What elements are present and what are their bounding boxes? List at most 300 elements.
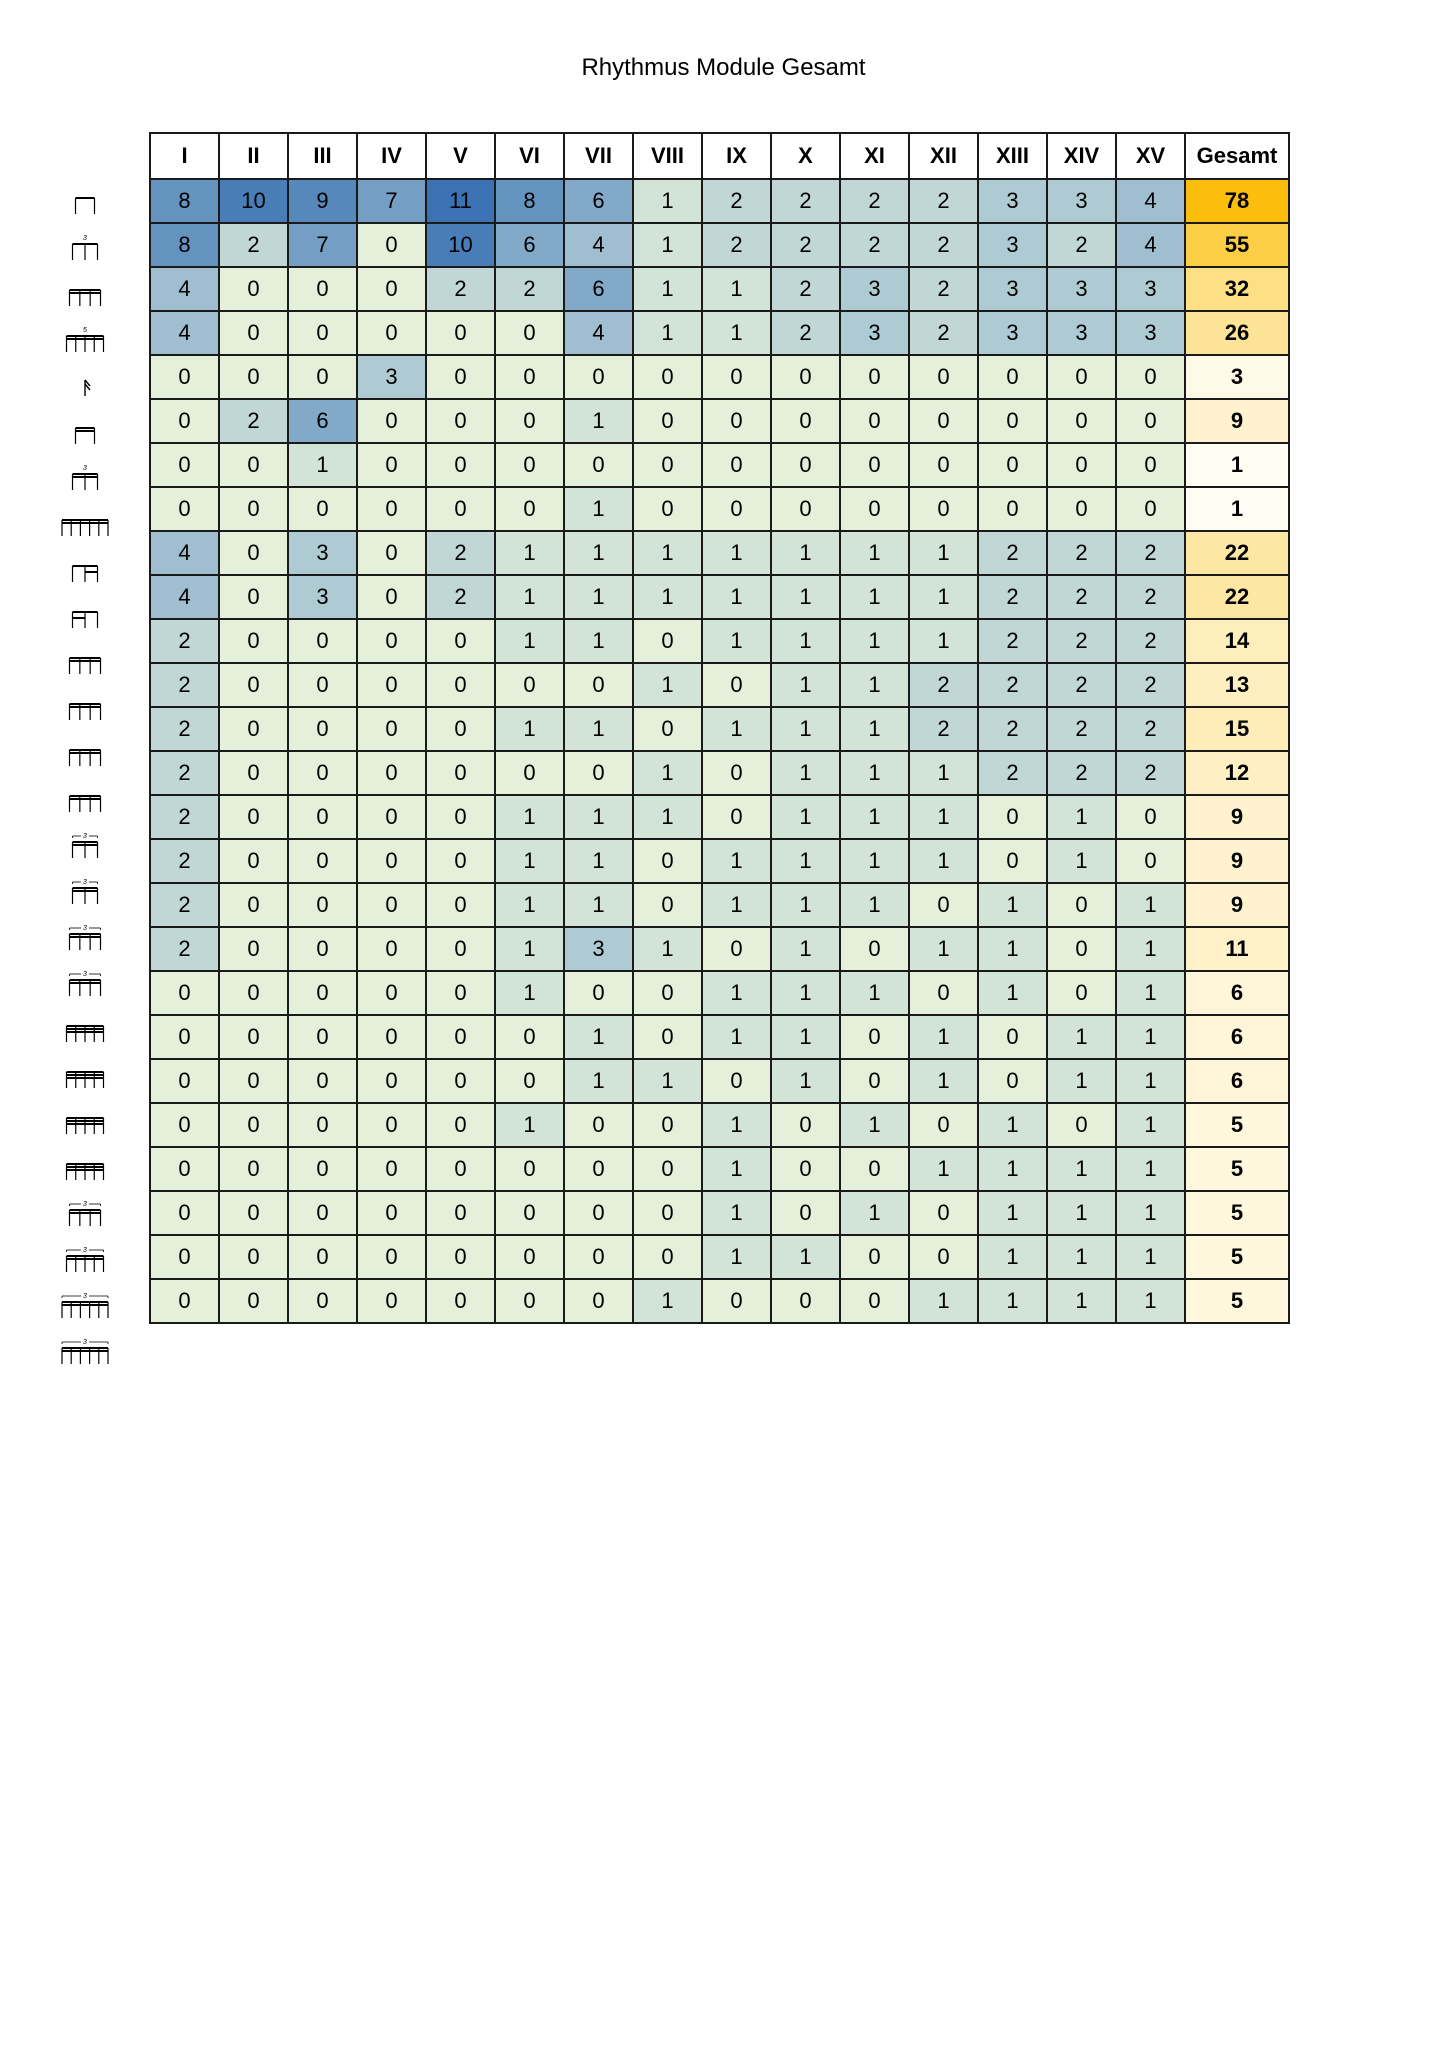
count-cell: 0	[909, 883, 978, 927]
thirtysecond-group-d-icon	[40, 1146, 130, 1192]
count-cell: 0	[564, 1235, 633, 1279]
count-cell: 0	[426, 707, 495, 751]
count-cell: 1	[564, 707, 633, 751]
count-cell: 0	[288, 1147, 357, 1191]
column-header: IV	[357, 133, 426, 179]
column-header: XIV	[1047, 133, 1116, 179]
total-cell: 14	[1185, 619, 1289, 663]
count-cell: 4	[150, 267, 219, 311]
count-cell: 0	[840, 1235, 909, 1279]
count-cell: 0	[150, 399, 219, 443]
table-row	[150, 663, 1289, 707]
rhythm-icon-column	[40, 180, 130, 1376]
count-cell: 2	[1047, 663, 1116, 707]
sixteenth-triplet-icon	[40, 456, 130, 502]
count-cell: 0	[702, 355, 771, 399]
count-cell: 2	[426, 531, 495, 575]
sixteenth-quintuplet-icon	[40, 318, 130, 364]
count-cell: 2	[150, 883, 219, 927]
table-row	[150, 1015, 1289, 1059]
count-cell: 0	[1116, 399, 1185, 443]
count-cell: 0	[357, 619, 426, 663]
count-cell: 0	[564, 663, 633, 707]
count-cell: 2	[1047, 223, 1116, 267]
count-cell: 1	[840, 619, 909, 663]
count-cell: 2	[1047, 707, 1116, 751]
count-cell: 0	[288, 927, 357, 971]
count-cell: 2	[150, 927, 219, 971]
count-cell: 1	[633, 663, 702, 707]
count-cell: 0	[288, 751, 357, 795]
count-cell: 3	[840, 311, 909, 355]
count-cell: 0	[288, 971, 357, 1015]
count-cell: 1	[1047, 1015, 1116, 1059]
count-cell: 1	[633, 575, 702, 619]
count-cell: 0	[840, 1279, 909, 1323]
count-cell: 0	[495, 1059, 564, 1103]
count-cell: 0	[219, 443, 288, 487]
count-cell: 2	[1116, 751, 1185, 795]
count-cell: 3	[1116, 311, 1185, 355]
triplet-group-b-icon	[40, 870, 130, 916]
count-cell: 0	[219, 663, 288, 707]
count-cell: 0	[219, 751, 288, 795]
count-cell: 0	[150, 1015, 219, 1059]
count-cell: 2	[978, 619, 1047, 663]
count-cell: 0	[633, 443, 702, 487]
count-cell: 0	[426, 311, 495, 355]
thirtysecond-group-a-icon	[40, 1008, 130, 1054]
count-cell: 0	[357, 927, 426, 971]
table-row	[150, 1191, 1289, 1235]
count-cell: 0	[495, 1191, 564, 1235]
count-cell: 0	[633, 619, 702, 663]
table-row	[150, 1235, 1289, 1279]
count-cell: 2	[978, 575, 1047, 619]
count-cell: 3	[1116, 267, 1185, 311]
count-cell: 2	[150, 839, 219, 883]
column-header: VI	[495, 133, 564, 179]
count-cell: 1	[909, 1015, 978, 1059]
count-cell: 0	[495, 399, 564, 443]
count-cell: 4	[1116, 179, 1185, 223]
count-cell: 2	[909, 707, 978, 751]
count-cell: 1	[564, 531, 633, 575]
count-cell: 0	[909, 1235, 978, 1279]
count-cell: 0	[150, 487, 219, 531]
count-cell: 2	[909, 663, 978, 707]
count-cell: 0	[357, 663, 426, 707]
table-row	[150, 1059, 1289, 1103]
count-cell: 1	[1047, 1191, 1116, 1235]
count-cell: 0	[426, 1279, 495, 1323]
count-cell: 0	[909, 355, 978, 399]
table-row	[150, 795, 1289, 839]
count-cell: 4	[564, 311, 633, 355]
count-cell: 2	[702, 179, 771, 223]
count-cell: 2	[1047, 619, 1116, 663]
count-cell: 0	[150, 1059, 219, 1103]
count-cell: 0	[219, 1015, 288, 1059]
count-cell: 1	[771, 1015, 840, 1059]
count-cell: 0	[426, 355, 495, 399]
count-cell: 0	[771, 487, 840, 531]
count-cell: 0	[1116, 795, 1185, 839]
count-cell: 0	[357, 531, 426, 575]
svg-text:3: 3	[83, 971, 87, 978]
count-cell: 0	[909, 1103, 978, 1147]
count-cell: 1	[1116, 1279, 1185, 1323]
count-cell: 0	[426, 883, 495, 927]
total-cell: 5	[1185, 1191, 1289, 1235]
count-cell: 0	[219, 1147, 288, 1191]
count-cell: 1	[840, 971, 909, 1015]
svg-text:3: 3	[83, 1339, 87, 1346]
count-cell: 0	[219, 311, 288, 355]
count-cell: 3	[978, 223, 1047, 267]
count-cell: 0	[978, 443, 1047, 487]
count-cell: 9	[288, 179, 357, 223]
table-row	[150, 971, 1289, 1015]
count-cell: 2	[150, 707, 219, 751]
count-cell: 1	[495, 883, 564, 927]
count-cell: 0	[288, 267, 357, 311]
count-cell: 1	[909, 575, 978, 619]
count-cell: 1	[702, 971, 771, 1015]
count-cell: 1	[909, 1059, 978, 1103]
count-cell: 3	[1047, 311, 1116, 355]
count-cell: 1	[771, 971, 840, 1015]
count-cell: 0	[978, 355, 1047, 399]
count-cell: 2	[978, 707, 1047, 751]
count-cell: 0	[426, 1103, 495, 1147]
count-cell: 0	[1047, 355, 1116, 399]
count-cell: 6	[564, 179, 633, 223]
count-cell: 0	[219, 1103, 288, 1147]
svg-text:3: 3	[83, 465, 87, 472]
count-cell: 0	[771, 1191, 840, 1235]
count-cell: 0	[219, 267, 288, 311]
count-cell: 0	[357, 707, 426, 751]
column-header: XV	[1116, 133, 1185, 179]
count-cell: 2	[1047, 751, 1116, 795]
count-cell: 0	[150, 355, 219, 399]
count-cell: 1	[495, 927, 564, 971]
svg-text:3: 3	[83, 1247, 87, 1254]
count-cell: 2	[1116, 707, 1185, 751]
count-cell: 0	[219, 883, 288, 927]
column-header: VII	[564, 133, 633, 179]
count-cell: 0	[771, 443, 840, 487]
count-cell: 2	[1047, 531, 1116, 575]
count-cell: 0	[840, 927, 909, 971]
count-cell: 0	[288, 355, 357, 399]
count-cell: 2	[1116, 619, 1185, 663]
count-cell: 4	[150, 531, 219, 575]
count-cell: 1	[495, 575, 564, 619]
sixteenth-note-icon	[40, 364, 130, 410]
count-cell: 1	[564, 1015, 633, 1059]
count-cell: 1	[771, 839, 840, 883]
sixteenth-sextuplet-icon	[40, 502, 130, 548]
count-cell: 1	[978, 927, 1047, 971]
count-cell: 0	[288, 1059, 357, 1103]
count-cell: 0	[357, 1103, 426, 1147]
count-cell: 0	[909, 443, 978, 487]
count-cell: 2	[909, 179, 978, 223]
count-cell: 0	[909, 1191, 978, 1235]
total-cell: 15	[1185, 707, 1289, 751]
count-cell: 0	[150, 1103, 219, 1147]
count-cell: 0	[426, 751, 495, 795]
count-cell: 0	[426, 1015, 495, 1059]
count-cell: 1	[978, 1147, 1047, 1191]
mixed-triplet-group-b-icon	[40, 1330, 130, 1376]
count-cell: 0	[219, 1279, 288, 1323]
total-cell: 26	[1185, 311, 1289, 355]
table-row	[150, 531, 1289, 575]
count-cell: 1	[495, 707, 564, 751]
count-cell: 1	[288, 443, 357, 487]
count-cell: 0	[633, 1235, 702, 1279]
svg-text:3: 3	[83, 925, 87, 932]
count-cell: 0	[288, 311, 357, 355]
table-row	[150, 707, 1289, 751]
total-cell: 11	[1185, 927, 1289, 971]
count-cell: 0	[357, 487, 426, 531]
count-cell: 0	[702, 1279, 771, 1323]
count-cell: 0	[495, 1279, 564, 1323]
count-cell: 2	[909, 223, 978, 267]
count-cell: 0	[357, 971, 426, 1015]
count-cell: 0	[426, 927, 495, 971]
table-row	[150, 883, 1289, 927]
count-cell: 0	[288, 795, 357, 839]
table-row	[150, 1279, 1289, 1323]
count-cell: 0	[633, 839, 702, 883]
count-cell: 0	[633, 1191, 702, 1235]
triplet-group-f-icon	[40, 1238, 130, 1284]
count-cell: 1	[633, 223, 702, 267]
count-cell: 3	[288, 531, 357, 575]
count-cell: 0	[771, 399, 840, 443]
count-cell: 0	[150, 971, 219, 1015]
count-cell: 0	[1047, 971, 1116, 1015]
count-cell: 1	[840, 751, 909, 795]
total-cell: 5	[1185, 1235, 1289, 1279]
count-cell: 1	[1116, 1015, 1185, 1059]
total-cell: 5	[1185, 1147, 1289, 1191]
total-cell: 13	[1185, 663, 1289, 707]
count-cell: 1	[978, 1103, 1047, 1147]
count-cell: 0	[288, 1191, 357, 1235]
count-cell: 0	[633, 399, 702, 443]
count-cell: 6	[288, 399, 357, 443]
count-cell: 2	[495, 267, 564, 311]
count-cell: 0	[219, 531, 288, 575]
count-cell: 0	[564, 443, 633, 487]
count-cell: 0	[219, 575, 288, 619]
count-cell: 0	[909, 487, 978, 531]
count-cell: 10	[219, 179, 288, 223]
count-cell: 0	[495, 663, 564, 707]
count-cell: 1	[1047, 795, 1116, 839]
count-cell: 2	[978, 751, 1047, 795]
count-cell: 1	[633, 179, 702, 223]
dotted-sixteenth-group-a-icon	[40, 640, 130, 686]
count-cell: 0	[426, 399, 495, 443]
svg-text:5: 5	[83, 327, 87, 334]
count-cell: 0	[357, 1191, 426, 1235]
count-cell: 1	[702, 1103, 771, 1147]
count-cell: 0	[357, 883, 426, 927]
count-cell: 0	[564, 1147, 633, 1191]
count-cell: 1	[771, 1059, 840, 1103]
column-header-total: Gesamt	[1185, 133, 1289, 179]
count-cell: 1	[840, 883, 909, 927]
count-cell: 0	[702, 663, 771, 707]
count-cell: 0	[288, 619, 357, 663]
count-cell: 0	[978, 399, 1047, 443]
count-cell: 1	[840, 1191, 909, 1235]
count-cell: 3	[288, 575, 357, 619]
count-cell: 1	[495, 839, 564, 883]
count-cell: 1	[771, 707, 840, 751]
count-cell: 8	[150, 179, 219, 223]
count-cell: 0	[495, 443, 564, 487]
count-cell: 1	[978, 971, 1047, 1015]
count-cell: 0	[702, 487, 771, 531]
count-cell: 1	[840, 531, 909, 575]
count-cell: 0	[1047, 443, 1116, 487]
total-cell: 6	[1185, 1015, 1289, 1059]
count-cell: 2	[702, 223, 771, 267]
count-cell: 0	[219, 1235, 288, 1279]
count-cell: 0	[1047, 399, 1116, 443]
count-cell: 1	[564, 619, 633, 663]
count-cell: 1	[1047, 839, 1116, 883]
count-cell: 2	[426, 575, 495, 619]
count-cell: 1	[495, 971, 564, 1015]
count-cell: 0	[426, 443, 495, 487]
count-cell: 0	[426, 1235, 495, 1279]
count-cell: 0	[840, 1015, 909, 1059]
count-cell: 0	[288, 1103, 357, 1147]
count-cell: 1	[1116, 1059, 1185, 1103]
total-cell: 6	[1185, 971, 1289, 1015]
count-cell: 1	[495, 795, 564, 839]
count-cell: 1	[564, 575, 633, 619]
count-cell: 0	[771, 1147, 840, 1191]
count-cell: 1	[978, 1235, 1047, 1279]
count-cell: 0	[219, 1059, 288, 1103]
count-cell: 0	[219, 619, 288, 663]
count-cell: 1	[633, 1279, 702, 1323]
total-cell: 3	[1185, 355, 1289, 399]
count-cell: 1	[978, 1279, 1047, 1323]
count-cell: 2	[150, 795, 219, 839]
count-cell: 0	[219, 355, 288, 399]
count-cell: 1	[1047, 1235, 1116, 1279]
count-cell: 0	[426, 487, 495, 531]
count-cell: 1	[702, 267, 771, 311]
count-cell: 2	[219, 399, 288, 443]
count-cell: 1	[840, 663, 909, 707]
count-cell: 1	[840, 1103, 909, 1147]
eighth-triplet-icon	[40, 226, 130, 272]
count-cell: 1	[495, 1103, 564, 1147]
count-cell: 0	[357, 1015, 426, 1059]
count-cell: 0	[978, 839, 1047, 883]
count-cell: 0	[771, 1103, 840, 1147]
count-cell: 0	[978, 487, 1047, 531]
count-cell: 1	[1047, 1059, 1116, 1103]
count-cell: 0	[288, 883, 357, 927]
total-cell: 12	[1185, 751, 1289, 795]
count-cell: 4	[150, 311, 219, 355]
count-cell: 0	[1116, 443, 1185, 487]
count-cell: 0	[909, 971, 978, 1015]
count-cell: 0	[357, 575, 426, 619]
count-cell: 1	[564, 399, 633, 443]
count-cell: 7	[357, 179, 426, 223]
count-cell: 0	[426, 971, 495, 1015]
count-cell: 1	[1116, 883, 1185, 927]
count-cell: 0	[771, 355, 840, 399]
count-cell: 1	[702, 707, 771, 751]
table-row	[150, 1147, 1289, 1191]
count-cell: 0	[150, 1279, 219, 1323]
count-cell: 3	[357, 355, 426, 399]
count-cell: 0	[1047, 927, 1116, 971]
count-cell: 1	[840, 839, 909, 883]
count-cell: 1	[909, 927, 978, 971]
count-cell: 0	[564, 1279, 633, 1323]
count-cell: 1	[702, 839, 771, 883]
count-cell: 0	[357, 751, 426, 795]
count-cell: 8	[495, 179, 564, 223]
count-cell: 1	[702, 575, 771, 619]
count-cell: 0	[426, 619, 495, 663]
count-cell: 0	[495, 751, 564, 795]
table-row	[150, 751, 1289, 795]
dotted-sixteenth-group-d-icon	[40, 778, 130, 824]
count-cell: 0	[702, 1059, 771, 1103]
count-cell: 0	[909, 399, 978, 443]
count-cell: 0	[495, 311, 564, 355]
total-cell: 9	[1185, 883, 1289, 927]
total-cell: 5	[1185, 1103, 1289, 1147]
count-cell: 2	[150, 663, 219, 707]
table-row	[150, 487, 1289, 531]
svg-text:3: 3	[83, 833, 87, 840]
column-header: VIII	[633, 133, 702, 179]
rhythm-table	[149, 132, 1290, 1324]
count-cell: 1	[495, 619, 564, 663]
svg-text:3: 3	[83, 1201, 87, 1208]
count-cell: 0	[357, 1279, 426, 1323]
count-cell: 0	[150, 1235, 219, 1279]
total-cell: 22	[1185, 531, 1289, 575]
count-cell: 0	[1116, 487, 1185, 531]
count-cell: 0	[564, 355, 633, 399]
count-cell: 1	[1047, 1279, 1116, 1323]
count-cell: 1	[840, 575, 909, 619]
count-cell: 8	[150, 223, 219, 267]
count-cell: 0	[1047, 487, 1116, 531]
count-cell: 0	[288, 839, 357, 883]
count-cell: 1	[771, 531, 840, 575]
